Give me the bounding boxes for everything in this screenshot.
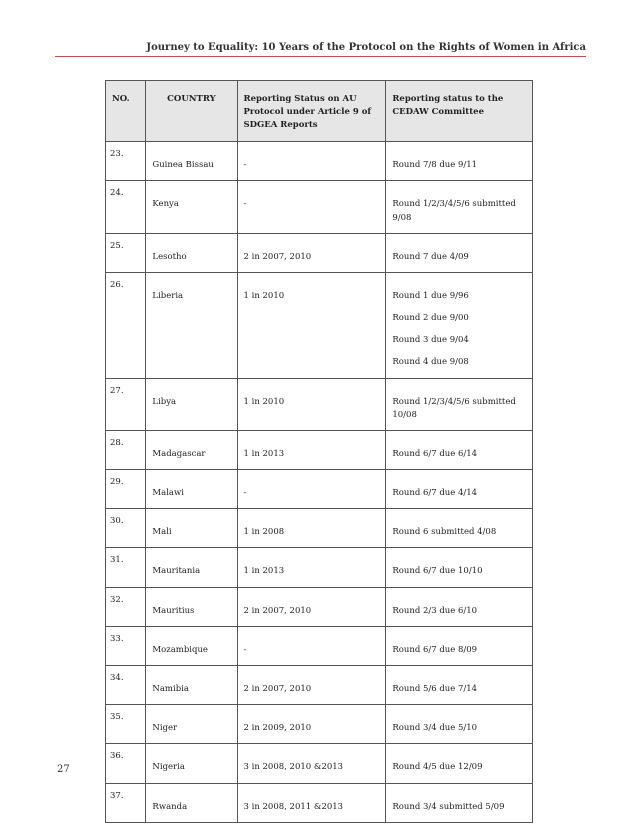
row-number-cell (106, 626, 146, 665)
table-row (106, 142, 533, 181)
cedaw-status (386, 234, 532, 272)
au-status: 3 in 2008, 2011 &2013 (243, 801, 344, 812)
row-number-cell (106, 587, 146, 626)
cedaw-status-cell (386, 705, 533, 744)
au-status: 1 in 2013 (243, 448, 285, 459)
au-status-cell (237, 744, 386, 783)
cedaw-status-cell (386, 783, 533, 822)
table-row (106, 587, 533, 626)
country-name-cell (146, 783, 237, 822)
country-name-cell (146, 548, 237, 587)
table-row (106, 666, 533, 705)
country-name: Libya (152, 396, 177, 407)
cedaw-status-line: Round 6/7 due 6/14 (392, 448, 478, 459)
country-name: Lesotho (152, 251, 187, 262)
au-status: 1 in 2010 (243, 290, 285, 301)
au-status-cell (237, 470, 386, 509)
cedaw-status (386, 588, 532, 626)
cedaw-status (386, 666, 532, 704)
column-header-country: COUNTRY (146, 81, 237, 142)
cedaw-status (386, 548, 532, 586)
cedaw-status-line: Round 6/7 due 8/09 (392, 644, 478, 655)
column-header-no: NO. (106, 81, 146, 142)
cedaw-status-line: Round 3 due 9/04 (392, 335, 469, 346)
au-status-cell (237, 233, 386, 272)
country-name: Mali (152, 527, 172, 538)
table-row (106, 181, 533, 233)
country-name-cell (146, 509, 237, 548)
au-status-cell (237, 705, 386, 744)
cedaw-status-cell (386, 233, 533, 272)
country-name: Rwanda (152, 801, 188, 812)
country-name: Mauritania (152, 566, 201, 577)
au-status: 2 in 2007, 2010 (243, 251, 312, 262)
country-name-cell (146, 272, 237, 378)
row-number-cell (106, 744, 146, 783)
cedaw-status-line: Round 4 due 9/08 (392, 357, 469, 368)
cedaw-status-cell (386, 430, 533, 469)
cedaw-status-line: Round 3/4 submitted 5/09 (392, 801, 505, 812)
cedaw-status (386, 379, 532, 430)
country-name-cell (146, 705, 237, 744)
au-status: 2 in 2009, 2010 (243, 723, 312, 734)
table-row (106, 470, 533, 509)
row-number: 24. (110, 188, 124, 199)
table-row (106, 783, 533, 822)
country-name-cell (146, 142, 237, 181)
country-name: Madagascar (152, 448, 206, 459)
country-name-cell (146, 626, 237, 665)
country-name: Malawi (152, 488, 184, 499)
cedaw-status-cell (386, 470, 533, 509)
cedaw-status (386, 470, 532, 508)
cedaw-status-cell (386, 378, 533, 430)
country-name: Nigeria (152, 762, 185, 773)
au-status-cell (237, 548, 386, 587)
cedaw-status-cell (386, 548, 533, 587)
cedaw-status (386, 142, 532, 180)
country-name-cell (146, 666, 237, 705)
column-header-au-status: Reporting Status on AU Protocol under Article 9 of SDGEA Reports (237, 81, 386, 142)
cedaw-status-line: Round 2/3 due 6/10 (392, 605, 478, 616)
au-status: 1 in 2010 (243, 396, 285, 407)
row-number: 33. (110, 633, 124, 644)
country-name-cell (146, 587, 237, 626)
country-name: Kenya (152, 199, 179, 210)
row-number: 34. (110, 673, 124, 683)
au-status: 2 in 2007, 2010 (243, 684, 312, 694)
country-name: Guinea Bissau (152, 160, 214, 171)
cedaw-status-cell (386, 272, 533, 378)
au-status-cell (237, 378, 386, 430)
row-number-cell (106, 509, 146, 548)
cedaw-status-line: Round 6/7 due 4/14 (392, 488, 478, 499)
country-name-cell (146, 181, 237, 233)
table-row (106, 509, 533, 548)
table-row (106, 430, 533, 469)
table-row (106, 233, 533, 272)
row-number: 30. (110, 516, 124, 527)
table-row (106, 548, 533, 587)
au-status: 2 in 2007, 2010 (243, 605, 312, 616)
running-header (55, 42, 586, 57)
row-number-cell (106, 783, 146, 822)
cedaw-status-cell (386, 587, 533, 626)
row-number-cell (106, 181, 146, 233)
cedaw-status-line: Round 7 due 4/09 (392, 251, 469, 262)
cedaw-status-cell (386, 181, 533, 233)
au-status-cell (237, 783, 386, 822)
cedaw-status-line: Round 1/2/3/4/5/6 submitted 9/08 (392, 199, 516, 223)
row-number: 28. (110, 437, 124, 448)
row-number: 31. (110, 555, 124, 566)
cedaw-status-line: Round 3/4 due 5/10 (392, 723, 478, 734)
row-number: 32. (110, 594, 124, 605)
country-name-cell (146, 470, 237, 509)
column-header-cedaw-status: Reporting status to the CEDAW Committee (386, 81, 533, 142)
country-name-cell (146, 233, 237, 272)
row-number-cell (106, 430, 146, 469)
header-row (106, 81, 533, 142)
cedaw-status-cell (386, 626, 533, 665)
country-name: Mauritius (152, 605, 195, 616)
row-number: 37. (110, 790, 124, 801)
cedaw-status-cell (386, 666, 533, 705)
row-number: 35. (110, 712, 124, 723)
country-name: Namibia (152, 684, 189, 694)
row-number-cell (106, 142, 146, 181)
table-header (106, 81, 533, 142)
row-number-cell (106, 548, 146, 587)
cedaw-status-line: Round 6/7 due 10/10 (392, 566, 483, 577)
cedaw-status-cell (386, 142, 533, 181)
cedaw-status (386, 431, 532, 469)
au-status-cell (237, 509, 386, 548)
au-status-cell (237, 626, 386, 665)
table-row (106, 744, 533, 783)
cedaw-status-cell (386, 509, 533, 548)
au-status-cell (237, 430, 386, 469)
au-status: 1 in 2008 (243, 527, 285, 538)
au-status-cell (237, 587, 386, 626)
cedaw-status-line: Round 4/5 due 12/09 (392, 762, 483, 773)
row-number: 23. (110, 149, 124, 160)
row-number-cell (106, 705, 146, 744)
country-name-cell (146, 430, 237, 469)
table-row (106, 272, 533, 378)
row-number-cell (106, 470, 146, 509)
row-number: 26. (110, 279, 124, 290)
au-status: - (243, 160, 247, 171)
au-status: - (243, 644, 247, 655)
country-name: Niger (152, 723, 178, 734)
au-status: - (243, 199, 247, 210)
cedaw-status (386, 509, 532, 547)
cedaw-status-line: Round 1 due 9/96 (392, 290, 469, 301)
au-status-cell (237, 666, 386, 705)
cedaw-status-line: Round 7/8 due 9/11 (392, 160, 478, 171)
table-row (106, 378, 533, 430)
cedaw-status-line: Round 1/2/3/4/5/6 submitted 10/08 (392, 396, 516, 420)
row-number: 25. (110, 240, 124, 251)
country-name: Mozambique (152, 644, 208, 655)
table-row (106, 705, 533, 744)
row-number-cell (106, 378, 146, 430)
au-status: - (243, 488, 247, 499)
au-status-cell (237, 142, 386, 181)
row-number: 36. (110, 751, 124, 762)
cedaw-status-line: Round 5/6 due 7/14 (392, 684, 478, 694)
cedaw-status (386, 784, 532, 822)
row-number-cell (106, 272, 146, 378)
row-number: 27. (110, 385, 124, 396)
cedaw-status (386, 273, 532, 378)
cedaw-status-cell (386, 744, 533, 783)
row-number: 29. (110, 477, 124, 488)
row-number-cell (106, 233, 146, 272)
reporting-status-table (105, 80, 533, 823)
page-number: 27 (57, 764, 70, 775)
cedaw-status (386, 705, 532, 743)
cedaw-status-line: Round 6 submitted 4/08 (392, 527, 497, 538)
au-status: 1 in 2013 (243, 566, 285, 577)
cedaw-status (386, 744, 532, 782)
cedaw-status (386, 181, 532, 232)
au-status: 3 in 2008, 2010 &2013 (243, 762, 344, 773)
row-number-cell (106, 666, 146, 705)
header-title: Journey to Equality: 10 Years of the Protocol on the Rights of Women in Africa (146, 42, 586, 53)
au-status-cell (237, 272, 386, 378)
country-name-cell (146, 744, 237, 783)
cedaw-status-line: Round 2 due 9/00 (392, 313, 469, 324)
table-body (106, 142, 533, 822)
table-row (106, 626, 533, 665)
au-status-cell (237, 181, 386, 233)
country-name-cell (146, 378, 237, 430)
country-name: Liberia (152, 290, 184, 301)
cedaw-status (386, 627, 532, 665)
